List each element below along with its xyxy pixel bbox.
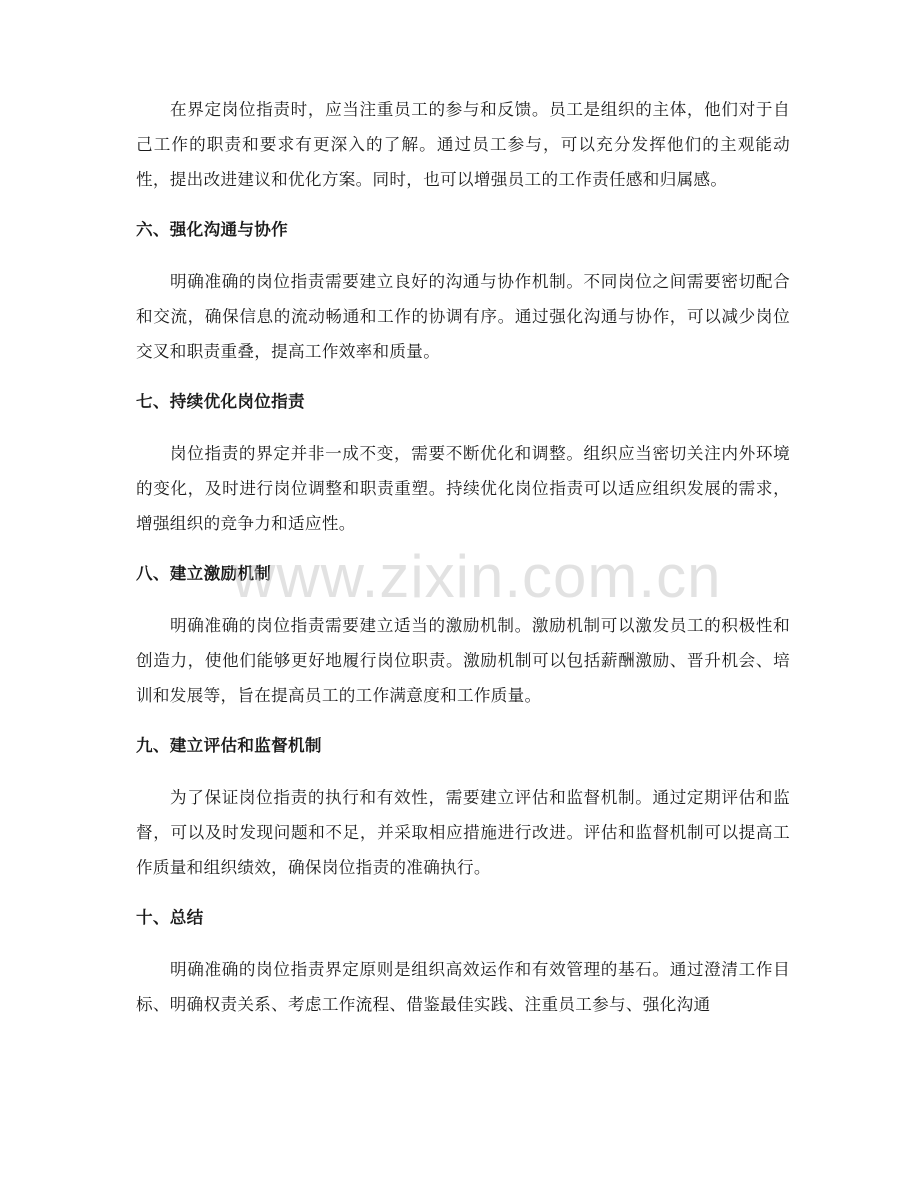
section-heading-10: 十、总结 [136, 908, 204, 927]
section-heading-8: 八、建立激励机制 [136, 564, 272, 583]
section-heading-6: 六、强化沟通与协作 [136, 220, 289, 239]
section-body-6: 明确准确的岗位指责需要建立良好的沟通与协作机制。不同岗位之间需要密切配合和交流，确保信息的流动畅通和工作的协调有序。通过强化沟通与协作，可以减少岗位交叉和职责重叠，提高工作效率和质量。 [136, 272, 790, 361]
watermark-text: www.zixin.com.cn [232, 543, 722, 610]
section-body-9: 为了保证岗位指责的执行和有效性，需要建立评估和监督机制。通过定期评估和监督，可以及时发现问题和不足，并采取相应措施进行改进。评估和监督机制可以提高工作质量和组织绩效，确保岗位指责的准确执行。 [136, 788, 790, 877]
intro-paragraph: 在界定岗位指责时，应当注重员工的参与和反馈。员工是组织的主体，他们对于自己工作的职责和要求有更深入的了解。通过员工参与，可以充分发挥他们的主观能动性，提出改进建议和优化方案。同时，也可以增强员工的工作责任感和归属感。 [136, 100, 790, 189]
section-heading-7: 七、持续优化岗位指责 [136, 392, 305, 411]
section-body-8: 明确准确的岗位指责需要建立适当的激励机制。激励机制可以激发员工的积极性和创造力，使他们能够更好地履行岗位职责。激励机制可以包括薪酬激励、晋升机会、培训和发展等，旨在提高员工的工作满意度和工作质量。 [136, 616, 790, 705]
section-heading-9: 九、建立评估和监督机制 [136, 736, 322, 755]
section-body-10: 明确准确的岗位指责界定原则是组织高效运作和有效管理的基石。通过澄清工作目标、明确权责关系、考虑工作流程、借鉴最佳实践、注重员工参与、强化沟通 [136, 960, 790, 1014]
section-body-7: 岗位指责的界定并非一成不变，需要不断优化和调整。组织应当密切关注内外环境的变化，及时进行岗位调整和职责重塑。持续优化岗位指责可以适应组织发展的需求，增强组织的竞争力和适应性。 [136, 444, 790, 533]
